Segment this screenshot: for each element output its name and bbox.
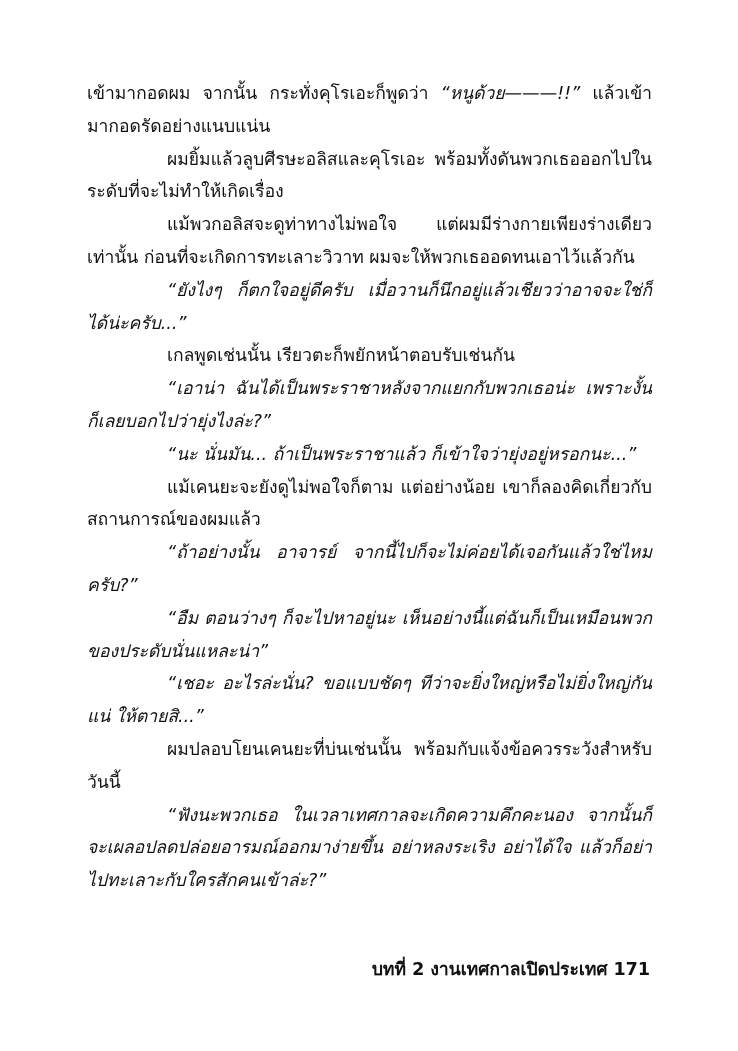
chapter-label: บทที่ 2 งานเทศกาลเปิดประเทศ [371,960,608,980]
paragraph-6: “เอาน่า ฉันได้เป็นพระราชาหลังจากแยกกับพวกเธอน่ะ เพราะงั้นก็เลยบอกไปว่ายุ่งไงล่ะ?” [87,379,652,432]
page-footer [366,955,650,983]
paragraph-9: “ถ้าอย่างนั้น อาจารย์ จากนี้ไปก็จะไม่ค่อยได้เจอกันแล้วใช่ไหมครับ?” [87,543,652,596]
paragraph-12: ผมปลอบโยนเคนยะที่บ่นเช่นนั้น พร้อมกับแจ้งข้อควรระวังสำหรับวันนี้ [87,739,652,793]
paragraph-3: แม้พวกอลิสจะดูท่าทางไม่พอใจ แต่ผมมีร่างกายเพียงร่างเดียวเท่านั้น ก่อนที่จะเกิดการทะเลาะวิวาท ผมจะให้พวกเธออดทนเอาไว้แล้วกัน [87,215,652,268]
paragraph-1 [87,78,652,144]
paragraph-1-quote: “หนูด้วย———!!” [440,84,581,104]
paragraph-7: “นะ นั่นมัน... ถ้าเป็นพระราชาแล้ว ก็เข้าใจว่ายุ่งอยู่หรอกนะ...” [167,444,637,465]
paragraph-10: “อืม ตอนว่างๆ ก็จะไปหาอยู่นะ เห็นอย่างนี้แต่ฉันก็เป็นเหมือนพวกของประดับนั่นแหละน่า” [87,608,652,662]
page-number: 171 [613,960,650,980]
paragraph-1-lead: เข้ามากอดผม จากนั้น กระทั่งคุโรเอะก็พูดว่า [87,84,441,104]
paragraph-8: แม้เคนยะจะยังดูไม่พอใจก็ตาม แต่อย่างน้อย เขาก็ลองคิดเกี่ยวกับสถานการณ์ของผมแล้ว [87,477,652,531]
paragraph-1-tail: แล้วเข้ามากอดรัดอย่างแนบแน่น [87,84,652,137]
paragraph-5: เกลพูดเช่นนั้น เรียวตะก็พยักหน้าตอบรับเช่นกัน [167,346,515,367]
paragraph-2: ผมยิ้มแล้วลูบศีรษะอลิสและคุโรเอะ พร้อมทั้งดันพวกเธอออกไปในระดับที่จะไม่ทำให้เกิดเรื่อง [87,149,652,203]
paragraph-13: “ฟังนะพวกเธอ ในเวลาเทศกาลจะเกิดความคึกคะนอง จากนั้นก็จะเผลอปลดปล่อยอารมณ์ออกมาง่ายขึ้น อย่าหลงระเริง อย่าได้ใจ แล้วก็อย่าไปทะเลาะกับใครสักคนเข้าล่ะ?” [87,805,652,892]
body-text [87,78,652,898]
paragraph-4: “ยังไงๆ ก็ตกใจอยู่ดีครับ เมื่อวานก็นึกอยู่แล้วเชียวว่าอาจจะใช่ก็ได้น่ะครับ...” [87,280,652,334]
paragraph-11: “เชอะ อะไรล่ะนั่น? ขอแบบชัดๆ ทีว่าจะยิ่งใหญ่หรือไม่ยิ่งใหญ่กันแน่ ให้ตายสิ...” [87,674,652,728]
